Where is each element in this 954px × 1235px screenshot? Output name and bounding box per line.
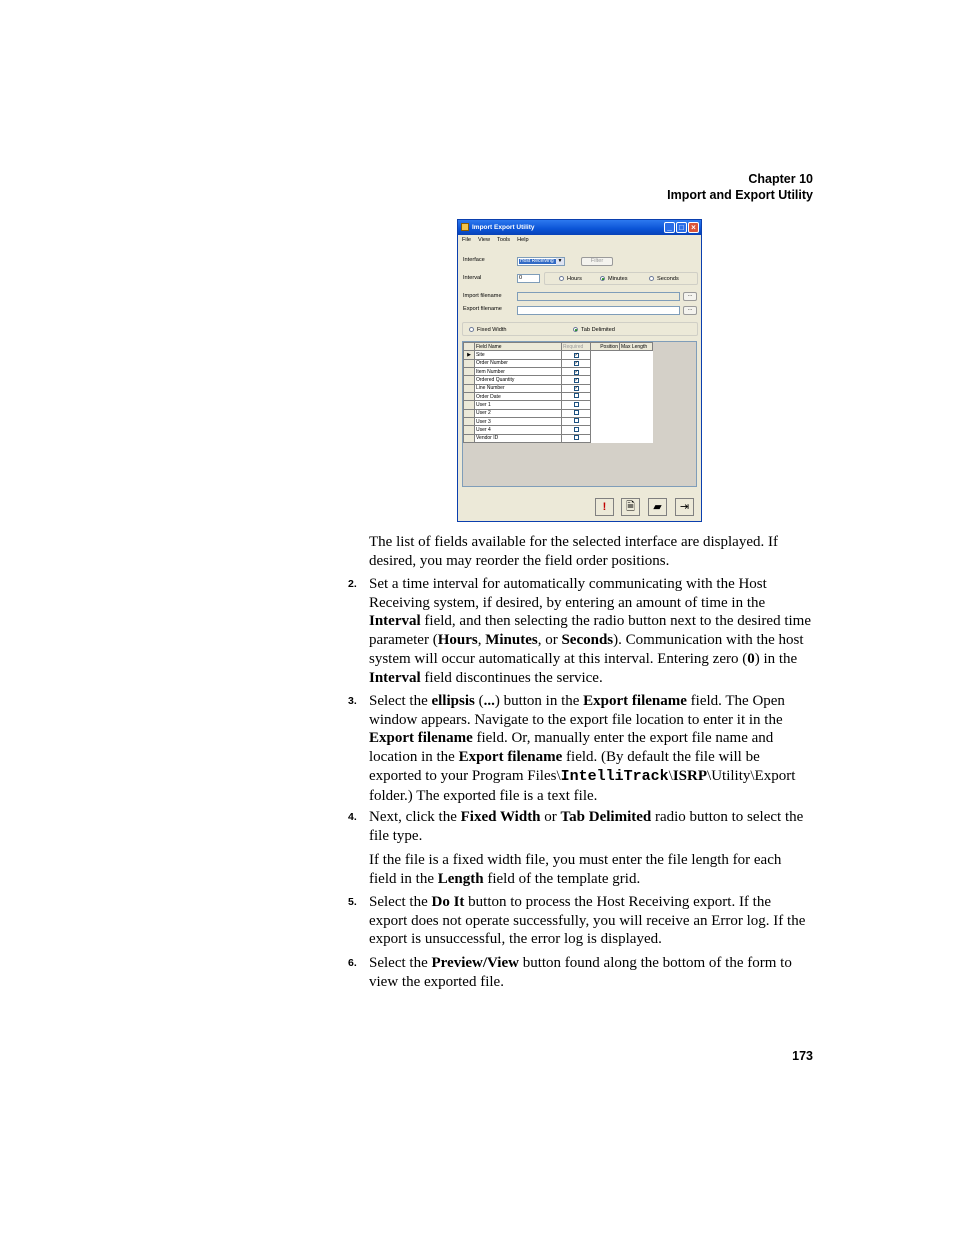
checked-checkbox[interactable]: ✓ bbox=[574, 352, 579, 359]
preview-view-button[interactable] bbox=[621, 498, 640, 516]
step-2-number: 2. bbox=[348, 578, 357, 590]
step-5-text: Select the Do It button to process the Host Receiving export. If the export does not operate successfully, you will receive an Error log. If the export is unsuccessful, the error log is displayed. bbox=[369, 894, 806, 948]
required-cell bbox=[562, 401, 591, 409]
required-cell bbox=[562, 393, 591, 401]
step-4-text: Next, click the Fixed Width or Tab Delimited radio button to select the file type. bbox=[369, 809, 804, 844]
table-row[interactable] bbox=[464, 393, 653, 401]
field-table bbox=[463, 342, 653, 443]
do-it-button[interactable] bbox=[595, 498, 614, 516]
field-name-cell[interactable]: User 2 bbox=[475, 409, 562, 417]
field-name-cell[interactable]: Vendor ID bbox=[475, 434, 562, 442]
unchecked-checkbox[interactable] bbox=[574, 418, 579, 423]
file-type-group bbox=[462, 322, 698, 336]
unchecked-checkbox[interactable] bbox=[574, 393, 579, 398]
filter-button[interactable]: Filter bbox=[581, 257, 613, 266]
tab-delimited-label: Tab Delimited bbox=[581, 327, 615, 333]
menu-help[interactable]: Help bbox=[517, 237, 529, 243]
column-header-max-length[interactable]: Max Length bbox=[620, 343, 653, 351]
table-row[interactable] bbox=[464, 434, 653, 442]
fixed-width-radio[interactable] bbox=[469, 327, 474, 332]
checked-checkbox[interactable]: ✓ bbox=[574, 385, 579, 392]
row-selector[interactable] bbox=[464, 393, 475, 401]
field-name-cell[interactable]: User 1 bbox=[475, 401, 562, 409]
row-selector[interactable] bbox=[464, 418, 475, 426]
table-row[interactable] bbox=[464, 384, 653, 392]
step-4-number: 4. bbox=[348, 811, 357, 823]
required-cell bbox=[562, 434, 591, 442]
required-cell bbox=[562, 351, 591, 359]
tab-delimited-radio[interactable] bbox=[573, 327, 578, 332]
field-name-cell[interactable]: Line Number bbox=[475, 384, 562, 392]
required-cell bbox=[562, 426, 591, 434]
step-3-text: Select the ellipsis (...) button in the Export filename field. The Open window appears. Navigate to the export file location to enter it in the Export filename field. Or, manually enter the export file name and location in the Export filename field. (By default the file will be exported to your Program Files\IntelliTrack\ISRP\Utility\Export folder.) The exported file is a text file. bbox=[369, 693, 796, 804]
row-selector[interactable] bbox=[464, 426, 475, 434]
interval-unit-group bbox=[544, 272, 698, 285]
menu-view[interactable]: View bbox=[478, 237, 491, 243]
table-row[interactable] bbox=[464, 359, 653, 367]
field-name-cell[interactable]: Order Number bbox=[475, 359, 562, 367]
field-name-cell[interactable]: Ordered Quantity bbox=[475, 376, 562, 384]
row-selector[interactable] bbox=[464, 401, 475, 409]
required-cell bbox=[562, 368, 591, 376]
row-selector[interactable] bbox=[464, 409, 475, 417]
window-titlebar bbox=[458, 220, 701, 235]
interface-dropdown[interactable] bbox=[517, 257, 565, 266]
menu-bar bbox=[458, 235, 701, 245]
step-3-number: 3. bbox=[348, 695, 357, 707]
hours-radio[interactable] bbox=[559, 276, 564, 281]
table-row[interactable] bbox=[464, 401, 653, 409]
app-icon bbox=[461, 223, 469, 231]
row-selector[interactable] bbox=[464, 434, 475, 442]
preview-icon: 🗎 bbox=[626, 501, 635, 513]
minutes-radio[interactable] bbox=[600, 276, 605, 281]
chapter-title: Import and Export Utility bbox=[667, 188, 813, 202]
template-grid bbox=[462, 341, 697, 487]
interface-value: Host Receiving bbox=[519, 259, 557, 264]
field-name-cell[interactable]: Item Number bbox=[475, 368, 562, 376]
row-selector[interactable]: ▶ bbox=[464, 351, 475, 359]
import-filename-input[interactable] bbox=[517, 292, 680, 301]
table-row[interactable] bbox=[464, 418, 653, 426]
table-row[interactable] bbox=[464, 376, 653, 384]
step-5-number: 5. bbox=[348, 896, 357, 908]
folder-icon: ▰ bbox=[653, 501, 662, 513]
maximize-icon[interactable]: □ bbox=[676, 222, 687, 233]
column-header-required[interactable]: Required bbox=[562, 343, 591, 351]
step-6-number: 6. bbox=[348, 957, 357, 969]
required-cell bbox=[562, 409, 591, 417]
chevron-down-icon[interactable]: ▼ bbox=[557, 258, 563, 264]
required-cell bbox=[562, 376, 591, 384]
unchecked-checkbox[interactable] bbox=[574, 402, 579, 407]
table-row[interactable] bbox=[464, 409, 653, 417]
fixed-width-label: Fixed Width bbox=[477, 327, 507, 333]
exclamation-icon: ! bbox=[602, 501, 607, 513]
export-filename-label: Export filename bbox=[463, 306, 502, 312]
interval-input[interactable]: 0 bbox=[517, 274, 540, 283]
running-header bbox=[667, 171, 813, 203]
unchecked-checkbox[interactable] bbox=[574, 427, 579, 432]
import-ellipsis-button[interactable]: ... bbox=[683, 292, 697, 301]
step-6-text: Select the Preview/View button found along the bottom of the form to view the exported file. bbox=[369, 955, 792, 990]
table-row[interactable] bbox=[464, 426, 653, 434]
interface-label: Interface bbox=[463, 257, 485, 263]
exit-button[interactable] bbox=[675, 498, 694, 516]
table-row[interactable] bbox=[464, 368, 653, 376]
table-row[interactable] bbox=[464, 351, 653, 359]
field-name-cell[interactable]: User 3 bbox=[475, 418, 562, 426]
field-name-cell[interactable]: Site bbox=[475, 351, 562, 359]
column-header-field-name[interactable]: Field Name bbox=[475, 343, 562, 351]
required-cell bbox=[562, 418, 591, 426]
hours-label: Hours bbox=[567, 276, 582, 282]
checked-checkbox[interactable]: ✓ bbox=[574, 377, 579, 384]
required-cell bbox=[562, 384, 591, 392]
row-selector[interactable] bbox=[464, 384, 475, 392]
checked-checkbox[interactable]: ✓ bbox=[574, 360, 579, 367]
open-folder-button[interactable] bbox=[648, 498, 667, 516]
exit-door-icon: ⇥ bbox=[679, 501, 690, 513]
checked-checkbox[interactable]: ✓ bbox=[574, 368, 579, 375]
window-title: Import Export Utility bbox=[472, 224, 535, 231]
import-filename-label: Import filename bbox=[463, 293, 502, 299]
row-selector-header bbox=[464, 343, 475, 351]
seconds-radio[interactable] bbox=[649, 276, 654, 281]
required-cell bbox=[562, 359, 591, 367]
menu-file[interactable]: File bbox=[462, 237, 472, 243]
step-2-text: Set a time interval for automatically communicating with the Host Receiving system, if desired, by entering an amount of time in the Interval field, and then selecting the radio button next to the desired time parameter (Hours, Minutes, or Seconds). Communication with the host system will occur automatically at this interval. Entering zero (0) in the Interval field discontinues the service. bbox=[369, 576, 811, 686]
column-header-position[interactable]: Position bbox=[591, 343, 620, 351]
menu-tools[interactable]: Tools bbox=[497, 237, 511, 243]
field-name-cell[interactable]: User 4 bbox=[475, 426, 562, 434]
close-icon[interactable]: × bbox=[688, 222, 699, 233]
minimize-icon[interactable]: _ bbox=[664, 222, 675, 233]
unchecked-checkbox[interactable] bbox=[574, 435, 579, 440]
seconds-label: Seconds bbox=[657, 276, 679, 282]
page-number: 173 bbox=[792, 1049, 813, 1063]
minutes-label: Minutes bbox=[608, 276, 628, 282]
export-ellipsis-button[interactable]: ... bbox=[683, 306, 697, 315]
interval-label: Interval bbox=[463, 275, 482, 281]
unchecked-checkbox[interactable] bbox=[574, 410, 579, 415]
step-4-note: If the file is a fixed width file, you must enter the file length for each field in the Length field of the template grid. bbox=[369, 852, 782, 887]
row-selector[interactable] bbox=[464, 376, 475, 384]
row-selector[interactable] bbox=[464, 368, 475, 376]
paragraph-intro: The list of fields available for the selected interface are displayed. If desired, you may reorder the field order positions. bbox=[369, 534, 778, 569]
export-filename-input[interactable] bbox=[517, 306, 680, 315]
row-selector[interactable] bbox=[464, 359, 475, 367]
import-export-window bbox=[457, 219, 702, 522]
chapter-number: Chapter 10 bbox=[748, 172, 813, 186]
field-name-cell[interactable]: Order Date bbox=[475, 393, 562, 401]
